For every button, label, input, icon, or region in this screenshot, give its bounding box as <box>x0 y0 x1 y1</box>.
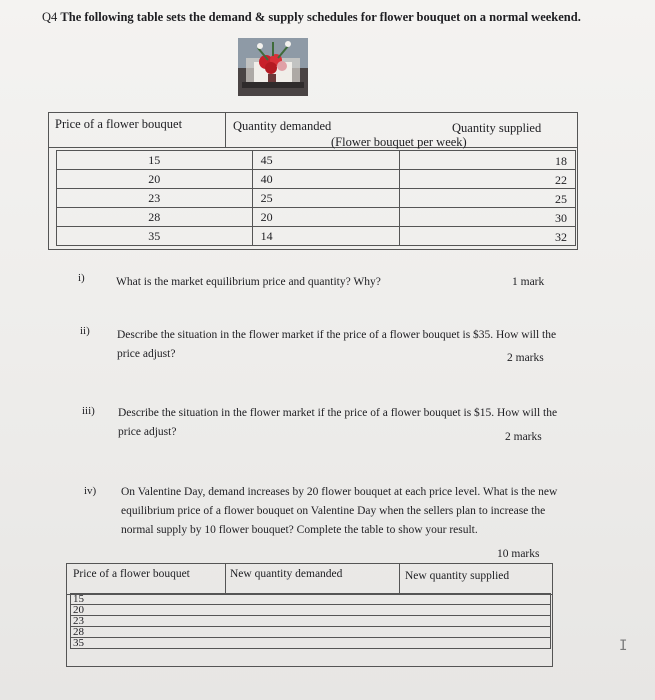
table1-demanded-cell: 40 <box>252 170 400 189</box>
table1-row <box>57 227 576 246</box>
table2-price-cell: 23 <box>71 616 551 627</box>
table2-row <box>71 627 551 638</box>
table1-row <box>57 170 576 189</box>
table1-header-demanded: Quantity demanded <box>233 119 332 133</box>
flower-bouquet-icon <box>238 38 308 96</box>
table1-price-cell: 20 <box>57 170 253 189</box>
table1-supplied-cell: 18 <box>400 151 576 170</box>
part-iv-number: iv) <box>84 485 97 497</box>
table1-price-cell: 28 <box>57 208 253 227</box>
table2-row <box>71 605 551 616</box>
table2-row <box>71 638 551 649</box>
part-iv-marks: 10 marks <box>497 548 540 560</box>
table2-row <box>71 594 551 605</box>
table1-header-supplied: Quantity supplied <box>452 121 542 135</box>
part-iv-text: On Valentine Day, demand increases by 20 flower bouquet at each price level. What is the new equilibrium price of a flower bouquet on Valentine Day when the sellers plan to increase the normal supply by 10 flower bouquet? Complete the table to show your result. <box>121 486 558 536</box>
table1-supplied-cell: 22 <box>400 170 576 189</box>
part-i-text: What is the market equilibrium price and quantity? Why? <box>116 276 381 288</box>
part-ii-text: Describe the situation in the flower market if the price of a flower bouquet is $35. How will the price adjust? <box>117 329 557 360</box>
table2-header-demanded: New quantity demanded <box>230 568 343 580</box>
table2-body <box>70 593 551 649</box>
table2-header-supplied: New quantity supplied <box>405 570 510 582</box>
table1-price-cell: 35 <box>57 227 253 246</box>
table1-demanded-cell: 20 <box>252 208 400 227</box>
table1-demanded-cell: 14 <box>252 227 400 246</box>
question-title-text: The following table sets the demand & supply schedules for flower bouquet on a normal weekend. <box>60 10 581 24</box>
table1-price-cell: 23 <box>57 189 253 208</box>
table2-price-cell: 35 <box>71 638 551 649</box>
part-i-number: i) <box>78 272 85 284</box>
table1-demanded-cell: 45 <box>252 151 400 170</box>
table2-price-cell: 28 <box>71 627 551 638</box>
table1-row <box>57 208 576 227</box>
question-title: Q4 The following table sets the demand & supply schedules for flower bouquet on a normal weekend. <box>42 10 581 24</box>
table1-price-cell: 15 <box>57 151 253 170</box>
part-iii-text: Describe the situation in the flower market if the price of a flower bouquet is $15. How will the price adjust? <box>118 407 558 438</box>
table1-header-price: Price of a flower bouquet <box>55 117 183 131</box>
text-cursor-icon: I <box>619 638 628 654</box>
part-iii-number: iii) <box>82 405 95 417</box>
table1-supplied-cell: 30 <box>400 208 576 227</box>
table2-header-price: Price of a flower bouquet <box>73 568 190 580</box>
table1-body <box>56 150 576 246</box>
part-iii-marks: 2 marks <box>505 431 542 443</box>
table1-supplied-cell: 25 <box>400 189 576 208</box>
table2-price-cell: 15 <box>71 594 551 605</box>
table1-supplied-cell: 32 <box>400 227 576 246</box>
part-ii-number: ii) <box>80 325 90 337</box>
part-i-marks: 1 mark <box>512 276 545 288</box>
table2-row <box>71 616 551 627</box>
table1-row <box>57 151 576 170</box>
flower-bouquet-photo <box>238 38 308 96</box>
table1-header-unit: (Flower bouquet per week) <box>331 135 467 149</box>
table1-row <box>57 189 576 208</box>
part-ii-marks: 2 marks <box>507 352 544 364</box>
table2-price-cell: 20 <box>71 605 551 616</box>
table1-demanded-cell: 25 <box>252 189 400 208</box>
